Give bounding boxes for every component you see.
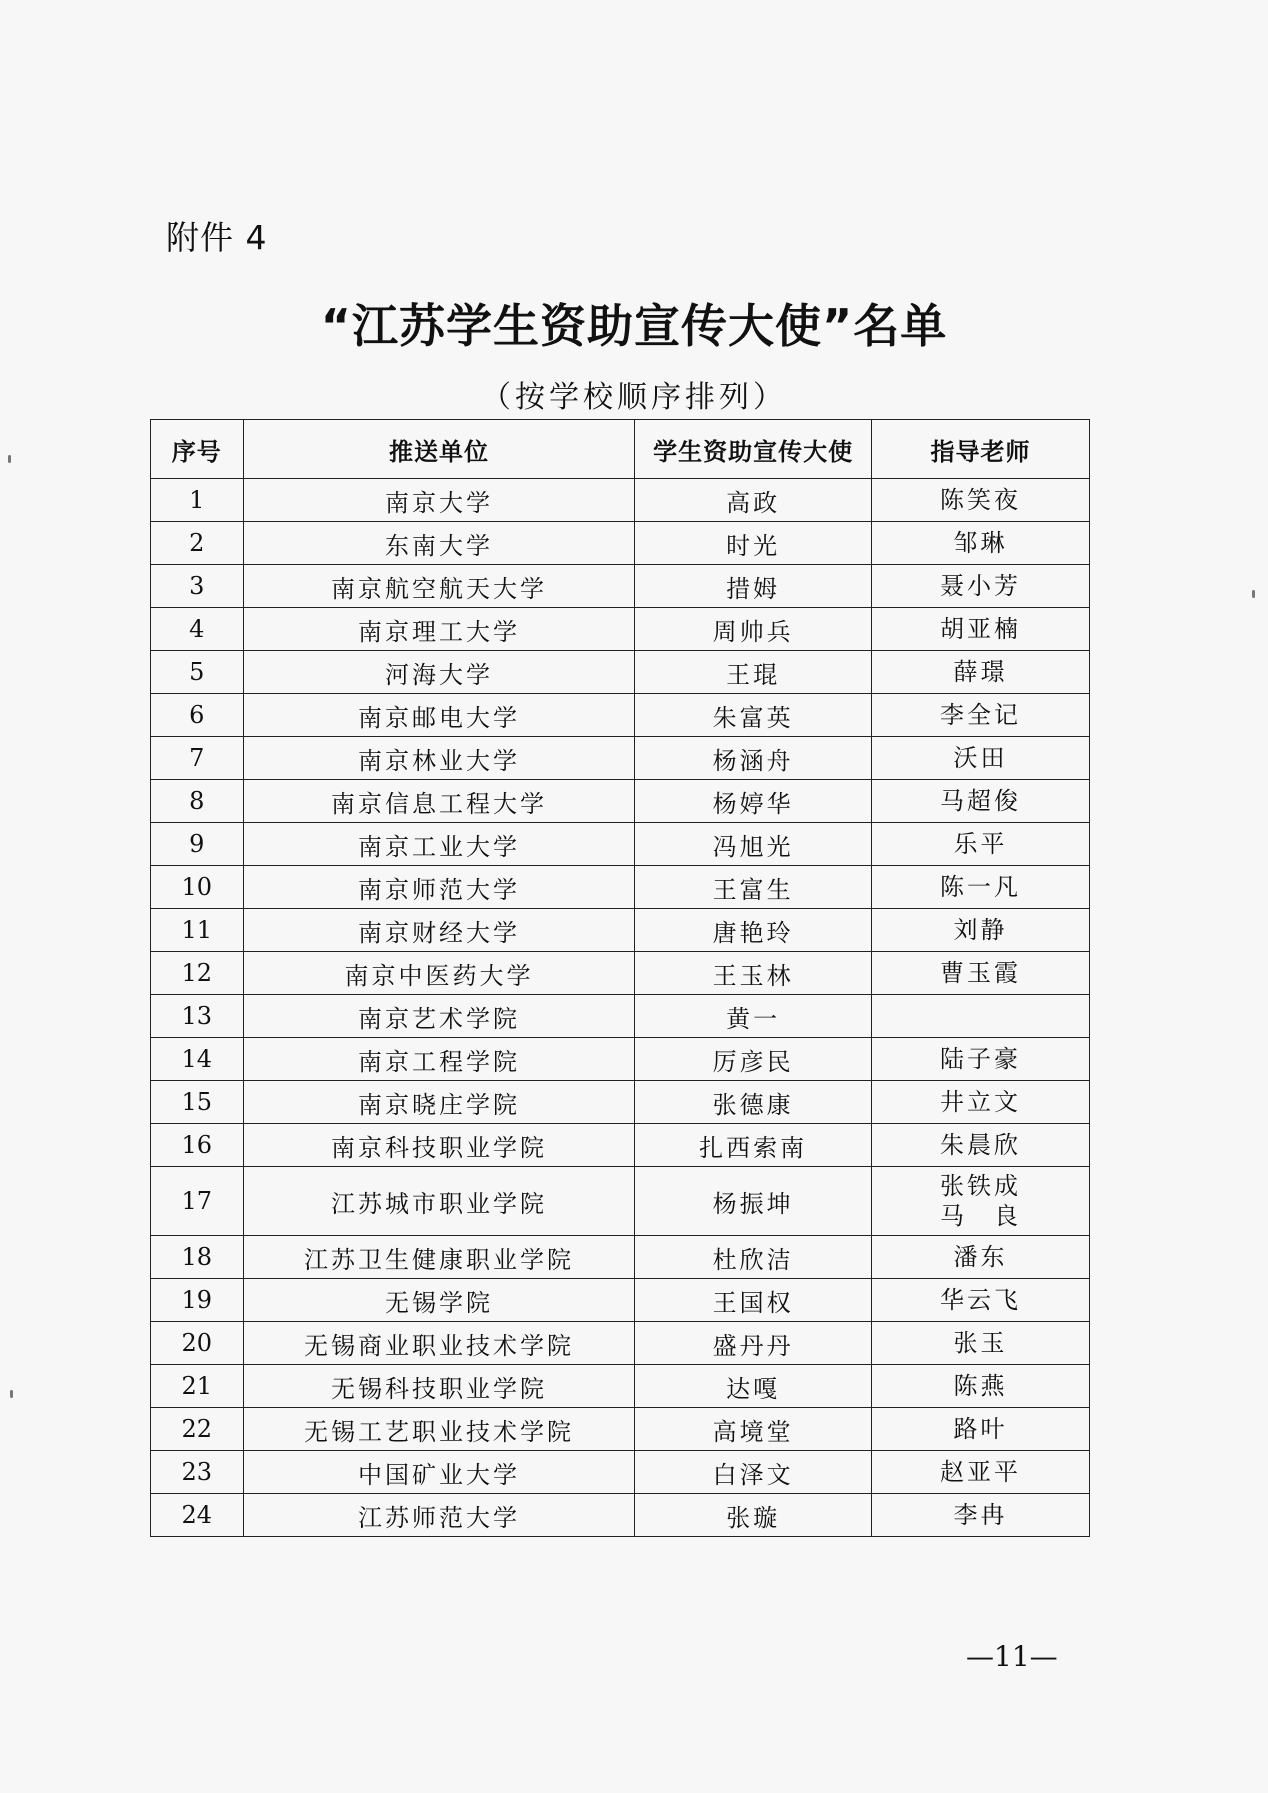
table-row [151,651,1090,694]
teacher-name: 井立文 [940,1088,1021,1116]
row-number: 16 [151,1124,244,1167]
teacher-name: 李冉 [953,1501,1008,1529]
row-ambassador: 唐艳玲 [635,909,872,952]
table-row [151,565,1090,608]
row-number: 21 [151,1365,244,1408]
row-number: 20 [151,1322,244,1365]
row-ambassador: 杨涵舟 [635,737,872,780]
row-teacher [872,522,1090,565]
table-row [151,866,1090,909]
row-ambassador: 时光 [635,522,872,565]
table-row [151,823,1090,866]
table-row [151,909,1090,952]
teacher-name: 朱晨欣 [940,1131,1021,1159]
table-header-row [151,420,1090,479]
table-row [151,737,1090,780]
row-ambassador: 冯旭光 [635,823,872,866]
teacher-name: 沃田 [953,744,1008,772]
teacher-name: 赵亚平 [940,1458,1021,1486]
table-row [151,1236,1090,1279]
row-teacher [872,1279,1090,1322]
table-row [151,1038,1090,1081]
teacher-name: 陈一凡 [940,873,1021,901]
row-teacher [872,995,1090,1038]
row-unit: 南京科技职业学院 [243,1124,635,1167]
row-teacher [872,1408,1090,1451]
row-unit: 南京师范大学 [243,866,635,909]
row-number: 9 [151,823,244,866]
row-number: 2 [151,522,244,565]
row-unit: 南京工业大学 [243,823,635,866]
column-header-number: 序号 [151,420,244,479]
row-unit: 南京中医药大学 [243,952,635,995]
teacher-name: 张玉 [953,1329,1008,1357]
row-ambassador: 黄一 [635,995,872,1038]
teacher-name: 马 良 [940,1202,1021,1230]
teacher-name: 刘静 [953,916,1008,944]
scan-mark [10,1390,13,1398]
row-ambassador: 王琨 [635,651,872,694]
row-number: 15 [151,1081,244,1124]
row-number: 5 [151,651,244,694]
page-number: —11— [966,1640,1058,1673]
row-ambassador: 朱富英 [635,694,872,737]
row-ambassador: 盛丹丹 [635,1322,872,1365]
table-row [151,1365,1090,1408]
row-number: 18 [151,1236,244,1279]
row-number: 23 [151,1451,244,1494]
row-ambassador: 措姆 [635,565,872,608]
row-ambassador: 张璇 [635,1494,872,1537]
teacher-name: 陆子豪 [940,1045,1021,1073]
row-unit: 南京工程学院 [243,1038,635,1081]
teacher-name: 张铁成 [940,1172,1021,1200]
table-row [151,1279,1090,1322]
row-unit: 江苏师范大学 [243,1494,635,1537]
row-unit: 江苏卫生健康职业学院 [243,1236,635,1279]
row-teacher [872,780,1090,823]
row-teacher [872,694,1090,737]
row-number: 11 [151,909,244,952]
row-teacher [872,866,1090,909]
row-teacher [872,1322,1090,1365]
row-teacher [872,737,1090,780]
teacher-name: 陈燕 [953,1372,1008,1400]
row-number: 12 [151,952,244,995]
teacher-name: 乐平 [953,830,1008,858]
row-ambassador: 杜欣洁 [635,1236,872,1279]
row-teacher [872,909,1090,952]
row-unit: 无锡学院 [243,1279,635,1322]
table-row [151,608,1090,651]
teacher-name: 聂小芳 [940,572,1021,600]
row-unit: 江苏城市职业学院 [243,1167,635,1236]
row-ambassador: 白泽文 [635,1451,872,1494]
column-header-unit: 推送单位 [243,420,635,479]
row-ambassador: 王富生 [635,866,872,909]
table-body [151,479,1090,1537]
row-ambassador: 王玉林 [635,952,872,995]
row-number: 8 [151,780,244,823]
teacher-name: 薛璟 [953,658,1008,686]
row-number: 3 [151,565,244,608]
row-unit: 南京邮电大学 [243,694,635,737]
table-row [151,952,1090,995]
scan-mark [8,455,11,463]
row-ambassador: 扎西索南 [635,1124,872,1167]
row-number: 13 [151,995,244,1038]
row-ambassador: 高境堂 [635,1408,872,1451]
row-ambassador: 高政 [635,479,872,522]
row-ambassador: 王国权 [635,1279,872,1322]
teacher-name: 邹琳 [953,529,1008,557]
table-row [151,1124,1090,1167]
row-teacher [872,1124,1090,1167]
row-unit: 河海大学 [243,651,635,694]
row-unit: 无锡科技职业学院 [243,1365,635,1408]
row-number: 7 [151,737,244,780]
row-teacher [872,1451,1090,1494]
table-row [151,1322,1090,1365]
row-unit: 中国矿业大学 [243,1451,635,1494]
scan-mark [1252,590,1255,598]
ambassador-table [150,419,1090,1537]
row-unit: 南京晓庄学院 [243,1081,635,1124]
row-number: 17 [151,1167,244,1236]
row-unit: 无锡工艺职业技术学院 [243,1408,635,1451]
row-teacher [872,823,1090,866]
row-teacher [872,1167,1090,1236]
row-number: 10 [151,866,244,909]
row-ambassador: 厉彦民 [635,1038,872,1081]
table-row [151,1167,1090,1236]
teacher-name: 曹玉霞 [940,959,1021,987]
teacher-name: 路叶 [953,1415,1008,1443]
page-title: “江苏学生资助宣传大使”名单 [320,299,948,353]
table-row [151,995,1090,1038]
row-unit: 南京理工大学 [243,608,635,651]
row-teacher [872,479,1090,522]
table-row [151,522,1090,565]
row-unit: 东南大学 [243,522,635,565]
row-teacher [872,608,1090,651]
row-teacher [872,1365,1090,1408]
teacher-name: 李全记 [940,701,1021,729]
row-unit: 南京大学 [243,479,635,522]
row-unit: 南京航空航天大学 [243,565,635,608]
column-header-teacher: 指导老师 [872,420,1090,479]
teacher-name: 马超俊 [940,787,1021,815]
row-number: 1 [151,479,244,522]
row-number: 24 [151,1494,244,1537]
row-ambassador: 周帅兵 [635,608,872,651]
row-number: 14 [151,1038,244,1081]
row-unit: 南京财经大学 [243,909,635,952]
row-teacher [872,1038,1090,1081]
row-teacher [872,1494,1090,1537]
row-ambassador: 张德康 [635,1081,872,1124]
table-row [151,1081,1090,1124]
teacher-name: 华云飞 [940,1286,1021,1314]
row-ambassador: 杨婷华 [635,780,872,823]
row-number: 22 [151,1408,244,1451]
row-number: 6 [151,694,244,737]
teacher-name: 潘东 [953,1243,1008,1271]
row-ambassador: 达嘎 [635,1365,872,1408]
table-row [151,694,1090,737]
row-teacher [872,565,1090,608]
page-subtitle: （按学校顺序排列） [481,380,787,415]
table-row [151,1451,1090,1494]
row-number: 4 [151,608,244,651]
row-teacher [872,1236,1090,1279]
row-unit: 南京信息工程大学 [243,780,635,823]
row-unit: 南京艺术学院 [243,995,635,1038]
table-row [151,1408,1090,1451]
row-teacher [872,651,1090,694]
row-teacher [872,952,1090,995]
row-number: 19 [151,1279,244,1322]
row-unit: 无锡商业职业技术学院 [243,1322,635,1365]
table-row [151,479,1090,522]
table-row [151,780,1090,823]
table-row [151,1494,1090,1537]
row-unit: 南京林业大学 [243,737,635,780]
teacher-name: 陈笑夜 [940,486,1021,514]
attachment-label: 附件 4 [166,218,268,257]
row-teacher [872,1081,1090,1124]
row-ambassador: 杨振坤 [635,1167,872,1236]
teacher-name: 胡亚楠 [940,615,1021,643]
column-header-ambassador: 学生资助宣传大使 [635,420,872,479]
